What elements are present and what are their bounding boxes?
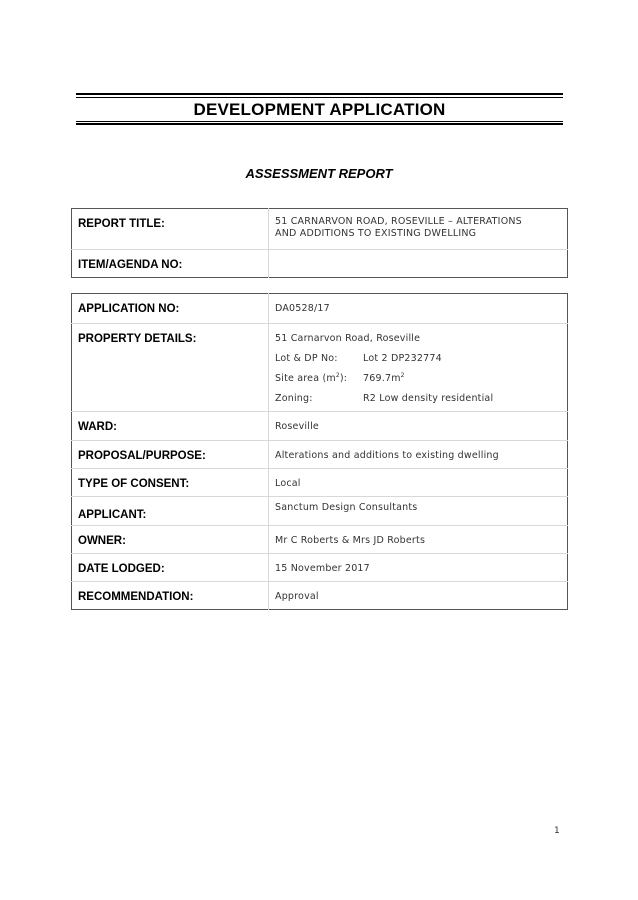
- site-area-key: Site area $(m^2)$:: [275, 371, 348, 384]
- zoning-key: Zoning:: [275, 393, 313, 404]
- table-row: [72, 469, 568, 497]
- report-title-label: REPORT TITLE:: [72, 209, 269, 250]
- application-no-label: APPLICATION NO:: [72, 294, 269, 324]
- application-no-value: DA0528/17: [269, 294, 568, 324]
- property-address: 51 Carnarvon Road, Roseville: [275, 333, 421, 344]
- title-rule-top: [76, 93, 563, 95]
- document-subtitle: ASSESSMENT REPORT: [245, 166, 393, 181]
- page-number: 1: [554, 826, 560, 836]
- table-row: [72, 250, 568, 278]
- table-row: [72, 554, 568, 582]
- recommendation-value: Approval: [275, 591, 319, 602]
- table-row: [72, 209, 568, 250]
- site-area-row: [275, 373, 567, 385]
- table-row: [72, 294, 568, 324]
- table-row: [72, 412, 568, 441]
- property-details-value: [269, 324, 568, 412]
- ward-label: WARD:: [72, 412, 269, 441]
- applicant-label: APPLICANT:: [72, 497, 269, 526]
- title-rule-top-thin: [76, 97, 563, 98]
- item-agenda-label: ITEM/AGENDA NO:: [72, 250, 269, 278]
- proposal-value: Alterations and additions to existing dwelling: [269, 441, 568, 469]
- table-row: [72, 582, 568, 610]
- title-rule-bottom: [76, 123, 563, 125]
- proposal-label: PROPOSAL/PURPOSE:: [72, 441, 269, 469]
- date-lodged-value: 15 November 2017: [269, 554, 568, 582]
- report-title-value: [269, 209, 568, 250]
- zoning-value: R2 Low density residential: [363, 393, 494, 404]
- zoning-row: [275, 393, 567, 405]
- owner-label: OWNER:: [72, 526, 269, 554]
- consent-value: Local: [269, 469, 568, 497]
- applicant-value: Sanctum Design Consultants: [269, 497, 568, 526]
- table-row: [72, 324, 568, 412]
- report-header-table: [71, 208, 568, 278]
- lot-dp-value: Lot 2 DP232774: [363, 353, 442, 364]
- consent-label: TYPE OF CONSENT:: [72, 469, 269, 497]
- report-title-line: AND ADDITIONS TO EXISTING DWELLING: [275, 228, 477, 239]
- table-row: [72, 526, 568, 554]
- application-details-table: [71, 293, 568, 610]
- owner-value: Mr C Roberts & Mrs JD Roberts: [269, 526, 568, 554]
- site-area-value: $769.7m^2$: [363, 371, 405, 384]
- recommendation-label: RECOMMENDATION:: [72, 582, 269, 610]
- table-row: [72, 497, 568, 526]
- property-address-row: [275, 333, 567, 345]
- item-agenda-value: [269, 250, 568, 278]
- table-row: [72, 441, 568, 469]
- title-rule-bottom-thin: [76, 121, 563, 122]
- property-details-label: PROPERTY DETAILS:: [72, 324, 269, 412]
- date-lodged-label: DATE LODGED:: [72, 554, 269, 582]
- document-title: DEVELOPMENT APPLICATION: [193, 100, 446, 119]
- lot-dp-key: Lot & DP No:: [275, 353, 338, 364]
- ward-value: Roseville: [269, 412, 568, 441]
- report-title-line: 51 CARNARVON ROAD, ROSEVILLE – ALTERATIONS: [275, 216, 522, 227]
- lot-dp-row: [275, 353, 567, 365]
